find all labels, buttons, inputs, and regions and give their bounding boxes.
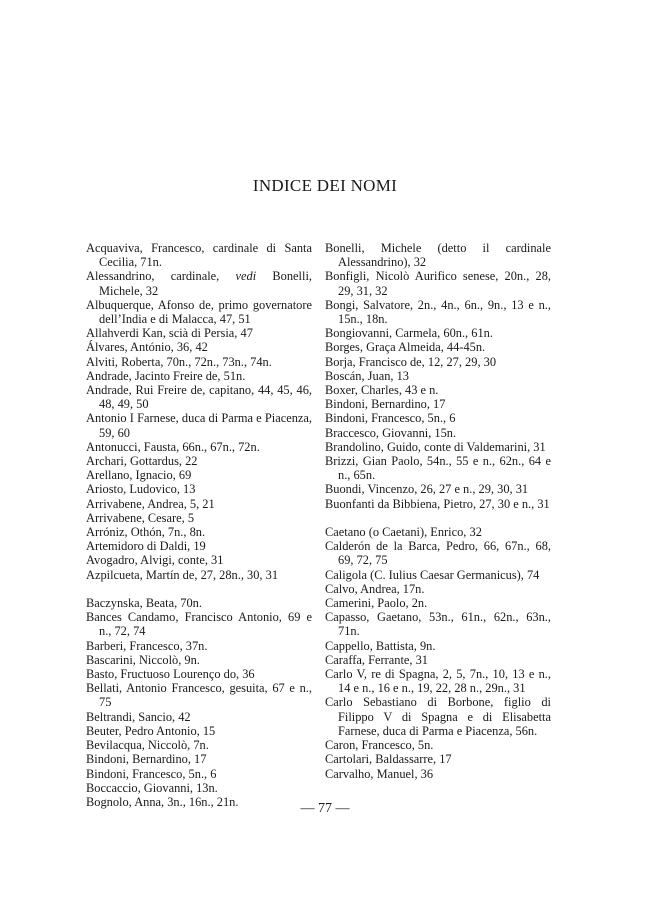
index-entry: Bonfigli, Nicolò Aurifico senese, 20n., 28, 29, 31, 32: [325, 269, 551, 298]
index-entry: Arellano, Ignacio, 69: [86, 468, 192, 483]
index-entry: Bognolo, Anna, 3n., 16n., 21n.: [86, 794, 239, 809]
index-entry: Carvalho, Manuel, 36: [325, 766, 434, 781]
section-gap: [325, 511, 551, 525]
index-entry: Alviti, Roberta, 70n., 72n., 73n., 74n.: [86, 354, 272, 369]
index-entry: Boccaccio, Giovanni, 13n.: [86, 780, 218, 795]
index-entry: Álvares, António, 36, 42: [86, 340, 208, 355]
index-entry: Azpilcueta, Martín de, 27, 28n., 30, 31: [86, 567, 279, 582]
index-entry: Andrade, Rui Freire de, capitano, 44, 45, 46, 48, 49, 50: [86, 383, 312, 412]
index-entry: Boscán, Juan, 13: [325, 368, 409, 383]
index-entry: Antonucci, Fausta, 66n., 67n., 72n.: [86, 439, 260, 454]
index-entry: Brizzi, Gian Paolo, 54n., 55 e n., 62n., 64 e n., 65n.: [325, 454, 551, 483]
index-entry: Bongiovanni, Carmela, 60n., 61n.: [325, 326, 493, 341]
index-entry: Caetano (o Caetani), Enrico, 32: [325, 525, 482, 540]
index-entry: Cartolari, Baldassarre, 17: [325, 752, 452, 767]
index-entry: Bindoni, Francesco, 5n., 6: [86, 766, 217, 781]
index-entry: Archari, Gottardus, 22: [86, 454, 198, 469]
index-entry: Calderón de la Barca, Pedro, 66, 67n., 68, 69, 72, 75: [325, 539, 551, 568]
index-entry: Alessandrino, cardinale, vedi Bonelli, Michele, 32: [86, 269, 312, 298]
index-entry: Carlo V, re di Spagna, 2, 5, 7n., 10, 13 e n., 14 e n., 16 e n., 19, 22, 28 n., 29n., 31: [325, 667, 551, 696]
index-entry: Buonfanti da Bibbiena, Pietro, 27, 30 e n., 31: [325, 496, 550, 511]
index-entry: Bongi, Salvatore, 2n., 4n., 6n., 9n., 13 e n., 15n., 18n.: [325, 297, 551, 327]
index-entry: Beuter, Pedro Antonio, 15: [86, 723, 216, 738]
index-entry: Barberi, Francesco, 37n.: [86, 638, 208, 653]
index-column-right: [325, 241, 551, 781]
index-entry: Caron, Francesco, 5n.: [325, 738, 434, 753]
index-entry: Borja, Francisco de, 12, 27, 29, 30: [325, 354, 497, 369]
index-entry: Buondi, Vincenzo, 26, 27 e n., 29, 30, 31: [325, 482, 529, 497]
index-entry: Carlo Sebastiano di Borbone, figlio di Filippo V di Spagna e di Elisabetta Farnese, duca di Parma e Piacenza, 56n.: [325, 695, 551, 738]
index-entry: Bindoni, Bernardino, 17: [325, 397, 446, 412]
index-entry: Brandolino, Guido, conte di Valdemarini, 31: [325, 439, 546, 454]
index-entry: Bonelli, Michele (detto il cardinale Alessandrino), 32: [325, 241, 551, 270]
page-title: INDICE DEI NOMI: [252, 176, 398, 195]
index-entry: Arrivabene, Cesare, 5: [86, 510, 195, 525]
index-entry: Ariosto, Ludovico, 13: [86, 482, 196, 497]
index-entry: Allahverdi Kan, scià di Persia, 47: [86, 326, 253, 341]
index-entry: Bances Candamo, Francisco Antonio, 69 e n., 72, 74: [86, 610, 312, 639]
index-entry: Capasso, Gaetano, 53n., 61n., 62n., 63n., 71n.: [325, 610, 551, 639]
index-entry: Antonio I Farnese, duca di Parma e Piacenza, 59, 60: [86, 411, 312, 440]
index-entry: Avogadro, Alvigi, conte, 31: [86, 553, 224, 568]
index-entry: Braccesco, Giovanni, 15n.: [325, 425, 457, 440]
index-entry: Bindoni, Bernardino, 17: [86, 752, 207, 767]
index-entry: Bindoni, Francesco, 5n., 6: [325, 411, 456, 426]
section-gap: [86, 582, 312, 596]
index-entry: Albuquerque, Afonso de, primo governatore dell’India e di Malacca, 47, 51: [86, 297, 312, 327]
index-entry: Borges, Graça Almeida, 44-45n.: [325, 340, 486, 355]
page-number: — 77 —: [300, 801, 350, 816]
index-column-left: [86, 241, 312, 809]
index-entry: Bellati, Antonio Francesco, gesuita, 67 e n., 75: [86, 681, 312, 710]
index-entry: Calvo, Andrea, 17n.: [325, 581, 425, 596]
cross-reference-marker: vedi: [235, 269, 257, 284]
index-entry: Baczynska, Beata, 70n.: [86, 596, 202, 611]
index-entry: Cappello, Battista, 9n.: [325, 638, 436, 653]
index-entry: Beltrandi, Sancio, 42: [86, 709, 191, 724]
index-entry: Caraffa, Ferrante, 31: [325, 652, 428, 667]
index-entry: Boxer, Charles, 43 e n.: [325, 383, 439, 398]
index-entry: Bevilacqua, Niccolò, 7n.: [86, 738, 209, 753]
index-entry: Caligola (C. Iulius Caesar Germanicus), 74: [325, 567, 540, 582]
index-entry: Artemidoro di Daldi, 19: [86, 539, 206, 554]
index-entry: Camerini, Paolo, 2n.: [325, 596, 428, 611]
index-entry: Basto, Fructuoso Lourenço do, 36: [86, 667, 255, 682]
index-entry: Arrivabene, Andrea, 5, 21: [86, 496, 215, 511]
index-entry: Andrade, Jacinto Freire de, 51n.: [86, 368, 246, 383]
index-entry: Acquaviva, Francesco, cardinale di Santa Cecilia, 71n.: [86, 241, 312, 270]
index-entry: Arróniz, Othón, 7n., 8n.: [86, 525, 206, 540]
index-entry: Bascarini, Niccolò, 9n.: [86, 652, 200, 667]
